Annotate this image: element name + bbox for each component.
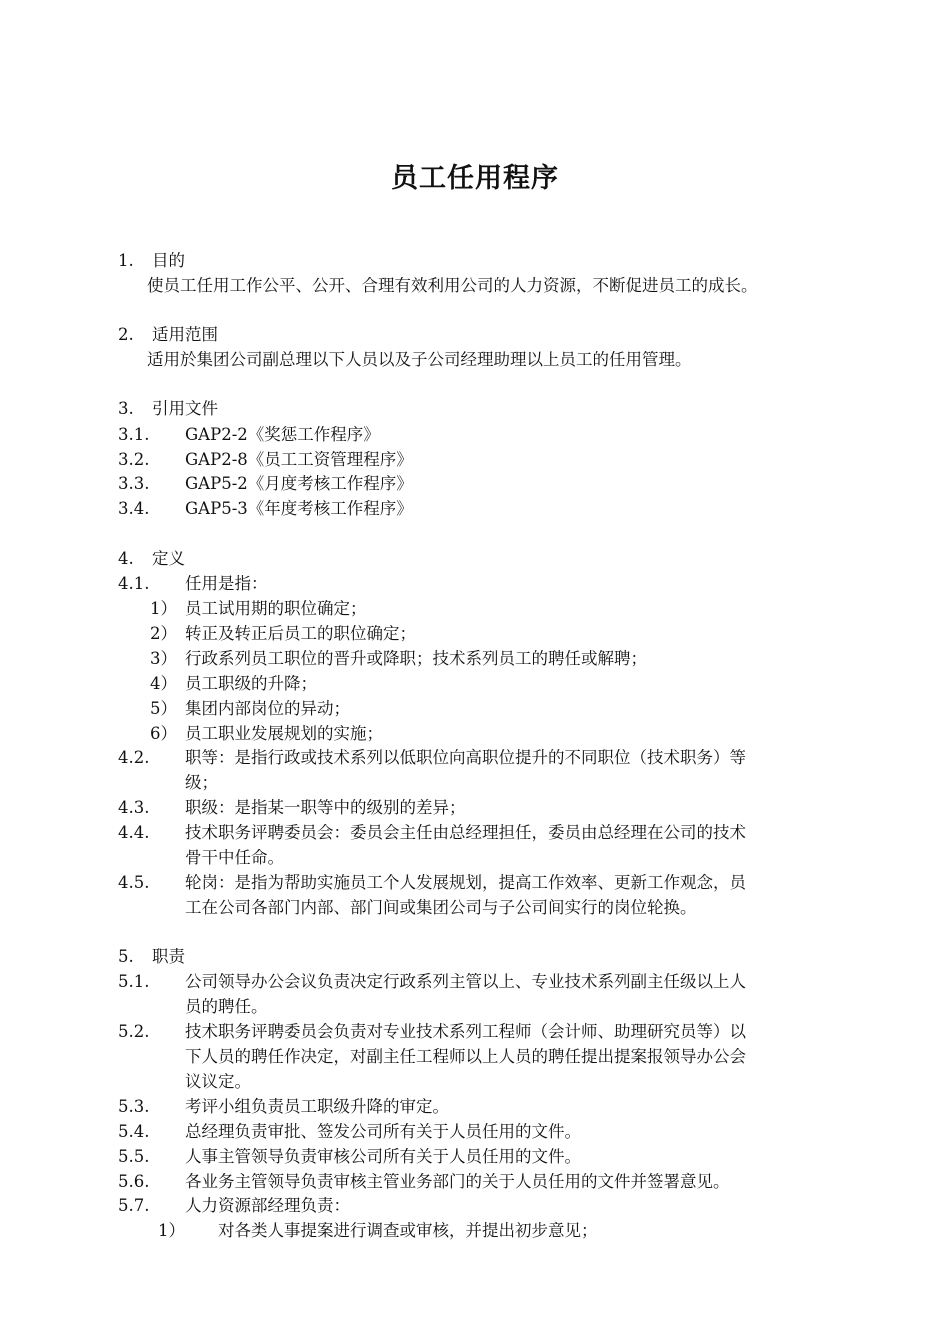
item-number: 5.2. bbox=[118, 1022, 150, 1041]
section-1-text: 使员工任用工作公平、公开、合理有效利用公司的人力资源，不断促进员工的成长。 bbox=[147, 276, 758, 295]
document-title: 员工任用程序 bbox=[391, 163, 559, 194]
item-text: 公司领导办公会议负责决定行政系列主管以上、专业技术系列副主任级以上人 bbox=[185, 972, 746, 991]
item-text-continued: 议议定。 bbox=[185, 1072, 251, 1091]
sub-item-number: 1） bbox=[158, 1221, 185, 1240]
item-number: 3.4. bbox=[118, 499, 150, 518]
section-number: 4. bbox=[118, 549, 134, 568]
section-number: 5. bbox=[118, 947, 134, 966]
item-text-continued: 工在公司各部门内部、部门间或集团公司与子公司间实行的岗位轮换。 bbox=[185, 898, 697, 917]
sub-item-number: 1） bbox=[150, 599, 177, 618]
item-text: 人事主管领导负责审核公司所有关于人员任用的文件。 bbox=[185, 1147, 581, 1166]
item-number: 5.6. bbox=[118, 1172, 150, 1191]
item-text: GAP5-2《月度考核工作程序》 bbox=[185, 474, 413, 493]
item-number: 4.1. bbox=[118, 574, 150, 593]
item-text: 职级：是指某一职等中的级别的差异； bbox=[185, 798, 466, 817]
section-heading: 职责 bbox=[152, 947, 185, 966]
item-number: 4.3. bbox=[118, 798, 150, 817]
section-number: 3. bbox=[118, 399, 134, 418]
section-heading: 目的 bbox=[152, 251, 185, 270]
section-heading: 引用文件 bbox=[152, 399, 218, 418]
sub-item-text: 员工职业发展规划的实施； bbox=[185, 724, 383, 743]
item-text: 轮岗：是指为帮助实施员工个人发展规划，提高工作效率、更新工作观念，员 bbox=[185, 873, 746, 892]
item-text: 技术职务评聘委员会负责对专业技术系列工程师（会计师、助理研究员等）以 bbox=[185, 1022, 746, 1041]
item-number: 5.4. bbox=[118, 1122, 150, 1141]
section-number: 1. bbox=[118, 251, 134, 270]
item-text: GAP2-2《奖惩工作程序》 bbox=[185, 425, 380, 444]
item-text: 职等：是指行政或技术系列以低职位向高职位提升的不同职位（技术职务）等 bbox=[185, 748, 746, 767]
sub-item-number: 3） bbox=[150, 649, 177, 668]
item-text: 各业务主管领导负责审核主管业务部门的关于人员任用的文件并签署意见。 bbox=[185, 1172, 730, 1191]
sub-item-text: 员工试用期的职位确定； bbox=[185, 599, 367, 618]
section-number: 2. bbox=[118, 325, 134, 344]
item-text-continued: 下人员的聘任作决定，对副主任工程师以上人员的聘任提出提案报领导办公会 bbox=[185, 1047, 746, 1066]
item-number: 5.1. bbox=[118, 972, 150, 991]
item-number: 4.5. bbox=[118, 873, 150, 892]
item-number: 3.2. bbox=[118, 450, 150, 469]
sub-item-number: 6） bbox=[150, 724, 177, 743]
item-number: 5.5. bbox=[118, 1147, 150, 1166]
sub-item-text: 转正及转正后员工的职位确定； bbox=[185, 624, 416, 643]
section-heading: 适用范围 bbox=[152, 325, 218, 344]
item-text: 总经理负责审批、签发公司所有关于人员任用的文件。 bbox=[185, 1122, 581, 1141]
item-text-continued: 骨干中任命。 bbox=[185, 848, 284, 867]
item-number: 3.3. bbox=[118, 474, 150, 493]
sub-item-number: 2） bbox=[150, 624, 177, 643]
item-text: 人力资源部经理负责： bbox=[185, 1196, 350, 1215]
item-text-continued: 级； bbox=[185, 773, 218, 792]
item-text: 技术职务评聘委员会：委员会主任由总经理担任，委员由总经理在公司的技术 bbox=[185, 823, 746, 842]
sub-item-text: 员工职级的升降； bbox=[185, 674, 317, 693]
sub-item-text: 行政系列员工职位的晋升或降职；技术系列员工的聘任或解聘； bbox=[185, 649, 647, 668]
item-number: 5.3. bbox=[118, 1097, 150, 1116]
sub-item-text: 对各类人事提案进行调查或审核，并提出初步意见； bbox=[218, 1221, 598, 1240]
section-heading: 定义 bbox=[152, 549, 185, 568]
item-number: 3.1. bbox=[118, 425, 150, 444]
item-number: 4.2. bbox=[118, 748, 150, 767]
item-text: GAP2-8《员工工资管理程序》 bbox=[185, 450, 413, 469]
item-text: GAP5-3《年度考核工作程序》 bbox=[185, 499, 413, 518]
sub-item-number: 5） bbox=[150, 699, 177, 718]
item-text: 考评小组负责员工职级升降的审定。 bbox=[185, 1097, 449, 1116]
item-text-continued: 员的聘任。 bbox=[185, 997, 268, 1016]
sub-item-number: 4） bbox=[150, 674, 177, 693]
item-number: 4.4. bbox=[118, 823, 150, 842]
section-2-text: 适用於集团公司副总理以下人员以及子公司经理助理以上员工的任用管理。 bbox=[147, 350, 692, 369]
sub-item-text: 集团内部岗位的异动； bbox=[185, 699, 350, 718]
item-text: 任用是指： bbox=[185, 574, 268, 593]
item-number: 5.7. bbox=[118, 1196, 150, 1215]
